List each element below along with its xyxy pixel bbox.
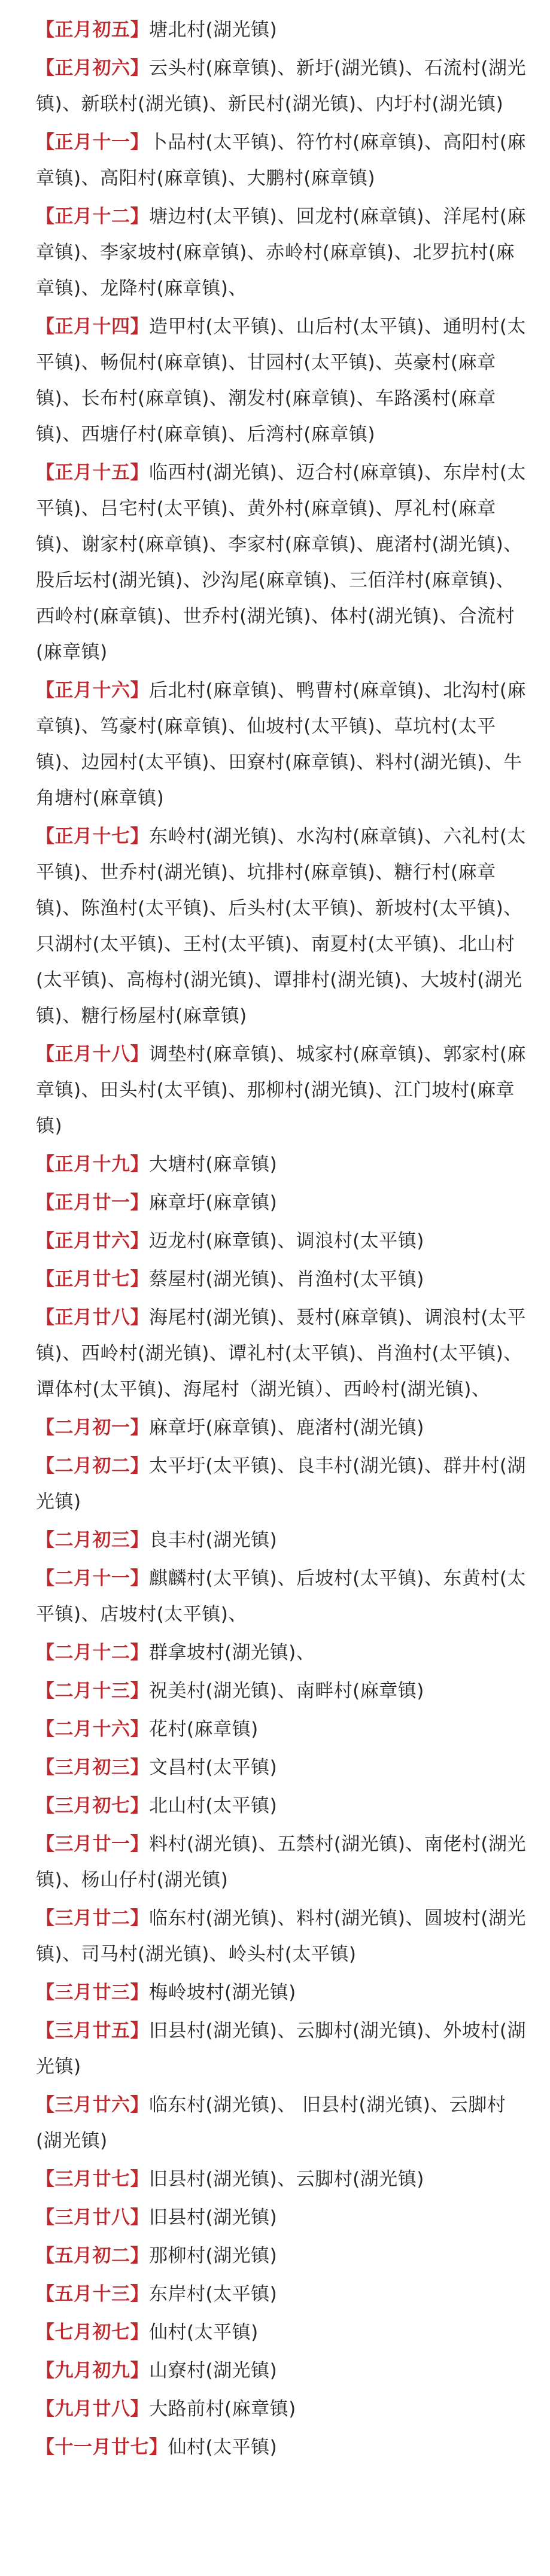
entry-date: 【正月十九】 [36,1154,149,1175]
entry-villages: 麻章圩(麻章镇)、鹿渚村(湖光镇) [149,1417,424,1438]
entry-date: 【正月十六】 [36,680,149,701]
entry-date: 【二月十三】 [36,1680,149,1702]
schedule-entry [36,1750,528,1786]
entry-date: 【正月十二】 [36,206,149,227]
schedule-entry [36,2013,528,2085]
schedule-entry [36,2353,528,2389]
schedule-entry [36,1522,528,1558]
entry-villages: 东岸村(太平镇) [149,2283,278,2305]
entry-date: 【三月廿二】 [36,1908,149,1929]
schedule-entry [36,2315,528,2350]
schedule-entry [36,2087,528,2159]
schedule-entry [36,1673,528,1709]
schedule-entry [36,1185,528,1221]
schedule-entry [36,12,528,48]
entry-villages: 海尾村(湖光镇)、聂村(麻章镇)、调浪村(太平镇)、西岭村(湖光镇)、谭礼村(太平镇)、肖渔村(太平镇)、谭体村(太平镇)、海尾村（湖光镇）、西岭村(湖光镇)、 [36,1307,526,1400]
entry-villages: 临东村(湖光镇)、 旧县村(湖光镇)、云脚村(湖光镇) [36,2094,506,2152]
schedule-entry [36,1826,528,1898]
entry-villages: 临东村(湖光镇)、料村(湖光镇)、圆坡村(湖光镇)、司马村(湖光镇)、岭头村(太平镇) [36,1908,526,1965]
schedule-entry [36,1448,528,1520]
entry-villages: 蔡屋村(湖光镇)、肖渔村(太平镇) [149,1269,424,1290]
entry-villages: 造甲村(太平镇)、山后村(太平镇)、通明村(太平镇)、畅侃村(麻章镇)、甘园村(太平镇)、英豪村(麻章镇)、长布村(麻章镇)、潮发村(麻章镇)、车路溪村(麻章镇)、西塘仔村(麻章镇)、后湾村(麻章镇) [36,316,526,445]
entry-date: 【二月初三】 [36,1529,149,1551]
entry-date: 【二月十一】 [36,1568,149,1589]
entry-date: 【正月廿八】 [36,1307,149,1328]
entry-date: 【正月廿六】 [36,1230,149,1252]
entry-villages: 祝美村(湖光镇)、南畔村(麻章镇) [149,1680,424,1702]
entry-date: 【正月十八】 [36,1044,149,1065]
schedule-entry [36,124,528,196]
entry-date: 【正月十一】 [36,132,149,153]
entry-date: 【二月初一】 [36,1417,149,1438]
entry-villages: 调垫村(麻章镇)、城家村(麻章镇)、郭家村(麻章镇)、田头村(太平镇)、那柳村(湖光镇)、江门坡村(麻章镇) [36,1044,526,1137]
entry-villages: 那柳村(湖光镇) [149,2245,278,2267]
schedule-entry [36,1146,528,1182]
entry-date: 【正月初五】 [36,19,149,41]
entry-villages: 太平圩(太平镇)、良丰村(湖光镇)、群井村(湖光镇) [36,1455,526,1513]
entry-date: 【二月初二】 [36,1455,149,1477]
entry-villages: 料村(湖光镇)、五禁村(湖光镇)、南佬村(湖光镇)、杨山仔村(湖光镇) [36,1833,526,1891]
entry-date: 【三月廿一】 [36,1833,149,1855]
schedule-entry [36,1300,528,1407]
entry-villages: 花村(麻章镇) [149,1719,259,1740]
entry-villages: 群拿坡村(湖光镇)、 [149,1642,315,1663]
entry-villages: 后北村(麻章镇)、鸭曹村(麻章镇)、北沟村(麻章镇)、笃豪村(麻章镇)、仙坡村(太平镇)、草坑村(太平镇)、边园村(太平镇)、田寮村(麻章镇)、料村(湖光镇)、牛角塘村(麻章镇) [36,680,526,809]
entry-villages: 旧县村(湖光镇)、云脚村(湖光镇)、外坡村(湖光镇) [36,2020,526,2078]
entry-date: 【三月廿八】 [36,2207,149,2228]
entry-date: 【二月十二】 [36,1642,149,1663]
schedule-entry [36,1900,528,1972]
schedule-entry [36,2238,528,2274]
schedule-entry [36,1561,528,1632]
schedule-entry [36,673,528,816]
entry-villages: 临西村(湖光镇)、迈合村(麻章镇)、东岸村(太平镇)、吕宅村(太平镇)、黄外村(麻章镇)、厚礼村(麻章镇)、谢家村(麻章镇)、李家村(麻章镇)、鹿渚村(湖光镇)、股后坛村(湖光镇)、沙沟尾(麻章镇)、三佰洋村(麻章镇)、西岭村(麻章镇)、世乔村(湖光镇)、体村(湖光镇)、合流村(麻章镇) [36,462,526,663]
schedule-entry [36,1788,528,1824]
entry-date: 【三月廿六】 [36,2094,149,2116]
entry-date: 【正月初六】 [36,57,149,79]
schedule-entry [36,1635,528,1671]
entry-villages: 大塘村(麻章镇) [149,1154,278,1175]
entry-villages: 大路前村(麻章镇) [149,2398,296,2420]
entry-date: 【三月廿七】 [36,2169,149,2190]
entry-villages: 迈龙村(麻章镇)、调浪村(太平镇) [149,1230,424,1252]
schedule-entry [36,2161,528,2197]
entry-villages: 良丰村(湖光镇) [149,1529,278,1551]
schedule-entry [36,1410,528,1446]
schedule-entry [36,2429,528,2465]
entry-villages: 麒麟村(太平镇)、后坡村(太平镇)、东黄村(太平镇)、店坡村(太平镇)、 [36,1568,526,1625]
entry-villages: 仙村(太平镇) [168,2437,278,2458]
entry-villages: 塘北村(湖光镇) [149,19,278,41]
entry-date: 【五月初二】 [36,2245,149,2267]
entry-villages: 旧县村(湖光镇)、云脚村(湖光镇) [149,2169,424,2190]
schedule-entry [36,2200,528,2236]
entry-villages: 云头村(麻章镇)、新圩(湖光镇)、石流村(湖光镇)、新联村(湖光镇)、新民村(湖光镇)、内圩村(湖光镇) [36,57,526,115]
entry-date: 【十一月廿七】 [36,2437,168,2458]
schedule-entry [36,455,528,670]
entry-date: 【三月初三】 [36,1757,149,1778]
entry-date: 【七月初七】 [36,2322,149,2343]
schedule-entry [36,1036,528,1144]
entry-date: 【三月廿三】 [36,1982,149,2003]
entry-date: 【二月十六】 [36,1719,149,1740]
entry-villages: 塘边村(太平镇)、回龙村(麻章镇)、洋尾村(麻章镇)、李家坡村(麻章镇)、赤岭村(麻章镇)、北罗抗村(麻章镇)、龙降村(麻章镇)、 [36,206,526,299]
entry-date: 【九月初九】 [36,2360,149,2382]
entry-villages: 梅岭坡村(湖光镇) [149,1982,296,2003]
entry-date: 【三月廿五】 [36,2020,149,2042]
entry-villages: 东岭村(湖光镇)、水沟村(麻章镇)、六礼村(太平镇)、世乔村(湖光镇)、坑排村(麻章镇)、糖行村(麻章镇)、陈渔村(太平镇)、后头村(太平镇)、新坡村(太平镇)、只湖村(太平镇)、王村(太平镇)、南夏村(太平镇)、北山村(太平镇)、高梅村(湖光镇)、谭排村(湖光镇)、大坡村(湖光镇)、糖行杨屋村(麻章镇) [36,826,526,1027]
entry-villages: 北山村(太平镇) [149,1795,278,1817]
schedule-entry [36,2391,528,2427]
entry-date: 【三月初七】 [36,1795,149,1817]
schedule-entry [36,1223,528,1259]
schedule-entry [36,1711,528,1747]
schedule-entry [36,1261,528,1297]
schedule-entry [36,309,528,452]
entry-villages: 仙村(太平镇) [149,2322,259,2343]
entry-date: 【五月十三】 [36,2283,149,2305]
entry-villages: 旧县村(湖光镇) [149,2207,278,2228]
entry-date: 【正月十四】 [36,316,149,337]
schedule-entry [36,50,528,122]
entry-date: 【正月廿七】 [36,1269,149,1290]
entry-villages: 山寮村(湖光镇) [149,2360,278,2382]
entry-date: 【正月十五】 [36,462,149,483]
entry-date: 【正月十七】 [36,826,149,847]
schedule-entry [36,1975,528,2011]
entry-villages: 麻章圩(麻章镇) [149,1192,278,1214]
entry-date: 【九月廿八】 [36,2398,149,2420]
schedule-entry [36,2276,528,2312]
entry-villages: 文昌村(太平镇) [149,1757,278,1778]
entry-villages: 卜品村(太平镇)、符竹村(麻章镇)、高阳村(麻章镇)、高阳村(麻章镇)、大鹏村(麻章镇) [36,132,526,189]
schedule-entry [36,199,528,306]
schedule-entry [36,819,528,1034]
entry-date: 【正月廿一】 [36,1192,149,1214]
